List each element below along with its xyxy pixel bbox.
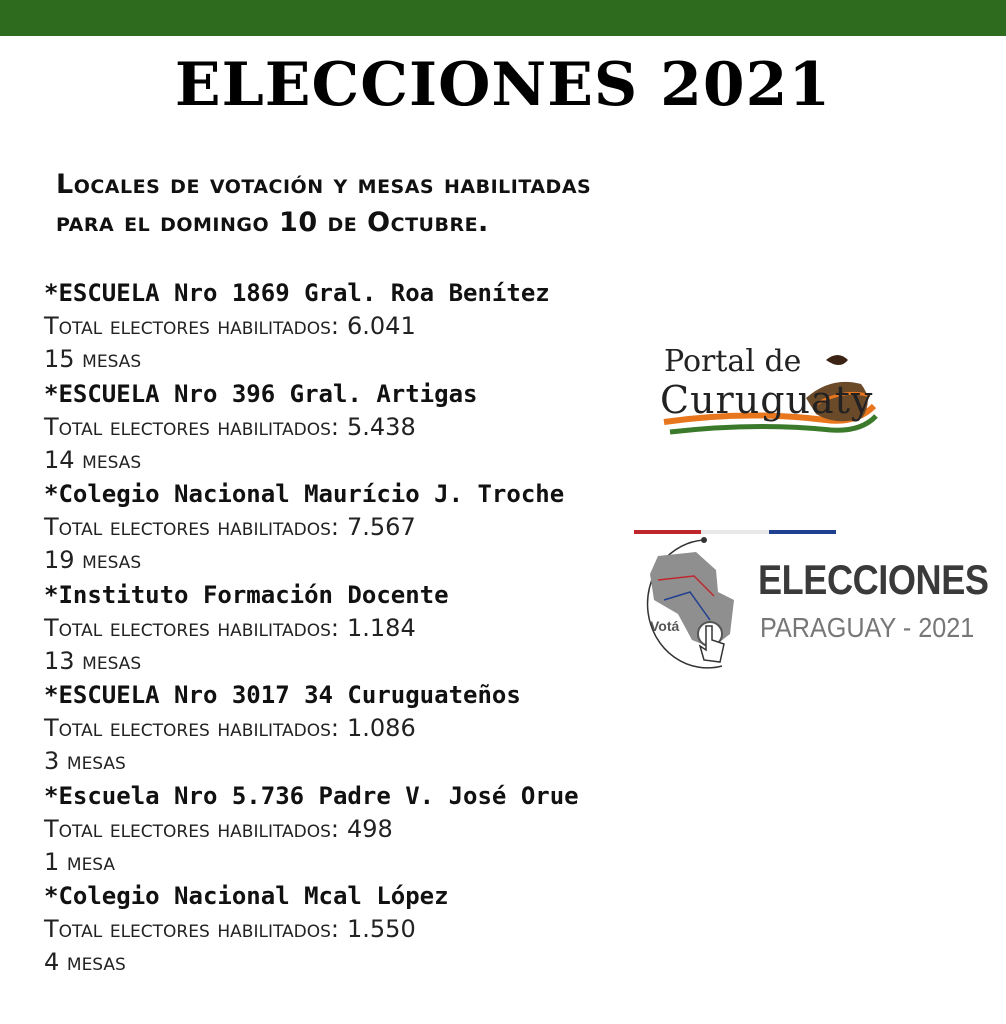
list-item xyxy=(44,879,744,980)
electores-value: 498 xyxy=(347,814,393,843)
mesas-count: 1 mesa xyxy=(44,847,116,876)
electores-label: Total electores habilitados: xyxy=(44,613,340,642)
elecciones-wordmark: ELECCIONES xyxy=(758,556,989,603)
electores-label: Total electores habilitados: xyxy=(44,714,340,742)
electores-value: 1.550 xyxy=(347,915,416,943)
electores-label: Total electores habilitados: xyxy=(44,312,340,340)
electores-label: Total electores habilitados: xyxy=(44,412,340,441)
electores-line xyxy=(44,310,744,343)
tricolor-bar xyxy=(634,530,836,534)
subtitle xyxy=(56,166,856,242)
electores-value: 1.184 xyxy=(347,613,416,642)
page-title: ELECCIONES 2021 xyxy=(174,50,832,120)
electores-value: 5.438 xyxy=(347,412,416,441)
electores-value: 7.567 xyxy=(347,513,416,541)
mesas-count: 13 mesas xyxy=(44,646,142,675)
list-item xyxy=(44,276,744,377)
local-name: *ESCUELA Nro 3017 34 Curuguateños xyxy=(44,681,521,709)
electores-line xyxy=(44,813,744,846)
local-name: *Escuela Nro 5.736 Padre V. José Orue xyxy=(44,781,579,810)
local-name: *ESCUELA Nro 1869 Gral. Roa Benítez xyxy=(44,279,550,307)
electores-line xyxy=(44,913,744,946)
local-name: *Instituto Formación Docente xyxy=(44,580,449,609)
mesas-count: 19 mesas xyxy=(44,546,142,574)
list-item xyxy=(44,779,744,880)
elecciones-paraguay-logo xyxy=(634,530,989,680)
local-name: *ESCUELA Nro 396 Gral. Artigas xyxy=(44,379,478,408)
local-name: *Colegio Nacional Maurício J. Troche xyxy=(44,480,565,508)
mesas-count: 15 mesas xyxy=(44,345,142,373)
mesas-count: 4 mesas xyxy=(44,948,126,976)
portal-logo-line-1: Portal de xyxy=(664,344,802,379)
mesas-count: 14 mesas xyxy=(44,445,142,474)
local-name: *Colegio Nacional Mcal López xyxy=(44,882,449,910)
list-item xyxy=(44,678,744,779)
vota-map-icon xyxy=(634,530,764,680)
portal-logo-line-2: Curuguaty xyxy=(660,378,874,422)
portal-de-curuguaty-logo xyxy=(656,340,901,440)
electores-label: Total electores habilitados: xyxy=(44,814,340,843)
mesas-count: 3 mesas xyxy=(44,747,126,775)
electores-label: Total electores habilitados: xyxy=(44,513,340,541)
electores-value: 1.086 xyxy=(347,714,416,742)
subtitle-line-2: para el domingo 10 de Octubre. xyxy=(56,207,489,238)
subtitle-line-1: Locales de votación y mesas habilitadas xyxy=(56,169,592,200)
electores-value: 6.041 xyxy=(347,312,416,340)
paraguay-2021-label: PARAGUAY - 2021 xyxy=(760,612,975,643)
list-item xyxy=(44,377,744,478)
electores-label: Total electores habilitados: xyxy=(44,915,340,943)
vota-label: Votá xyxy=(650,618,680,634)
electores-line xyxy=(44,712,744,745)
top-green-bar xyxy=(0,0,1006,36)
electores-line xyxy=(44,411,744,444)
